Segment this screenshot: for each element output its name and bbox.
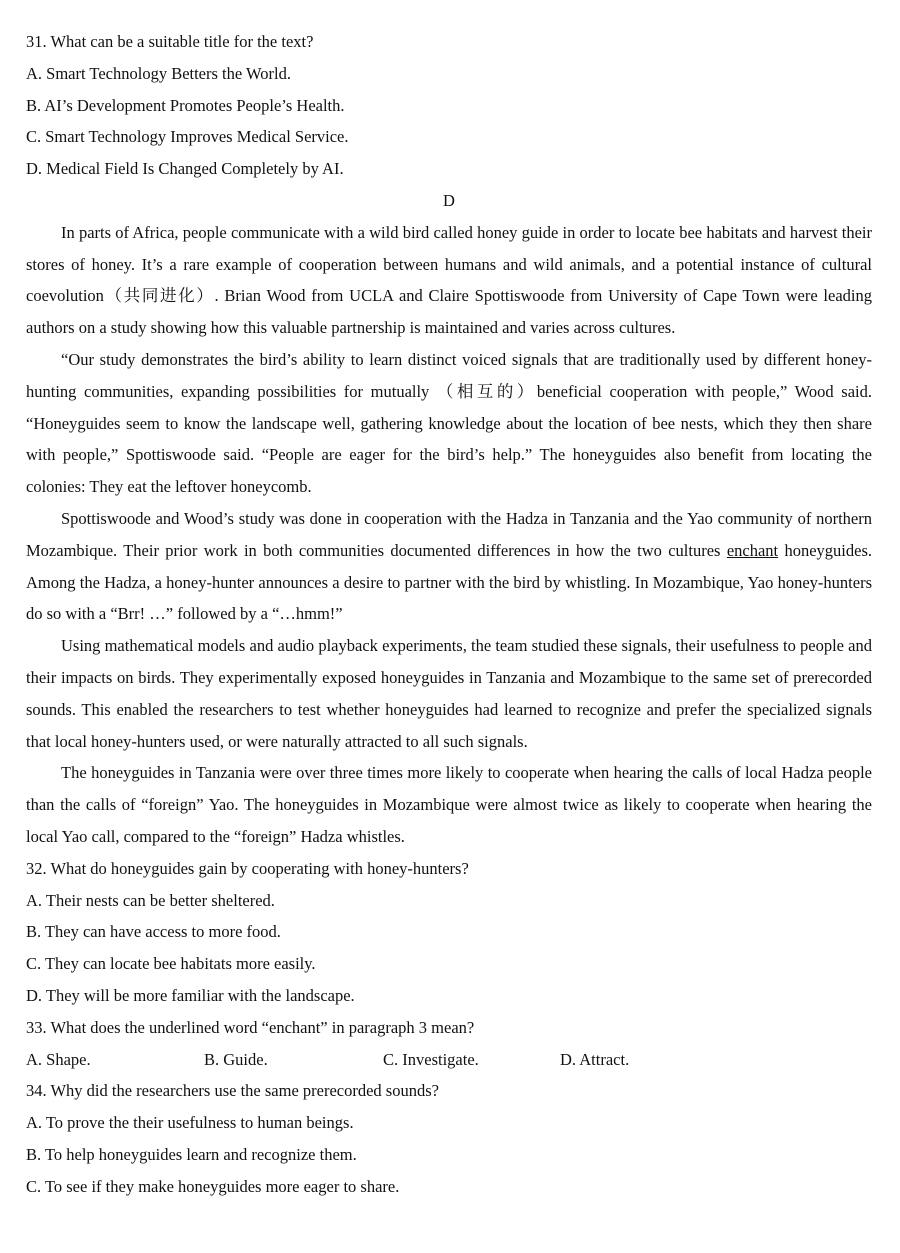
q33-option-c: C. Investigate. — [383, 1049, 479, 1069]
question-32: 32. What do honeyguides gain by cooperating with honey-hunters? — [26, 858, 469, 878]
q31-option-d: D. Medical Field Is Changed Completely by AI. — [26, 159, 344, 179]
question-34: 34. Why did the researchers use the same prerecorded sounds? — [26, 1081, 439, 1101]
question-33: 33. What does the underlined word “enchant” in paragraph 3 mean? — [26, 1017, 475, 1037]
q33-option-b: B. Guide. — [204, 1049, 268, 1069]
q34-option-a: A. To prove the their usefulness to human beings. — [26, 1113, 354, 1133]
q32-option-d: D. They will be more familiar with the landscape. — [26, 985, 355, 1005]
passage-paragraph-4: Using mathematical models and audio playback experiments, the team studied these signals, their usefulness to people and their impacts on birds. They experimentally exposed honeyguides in Tanzania and Mozambique to the same set of prerecorded sounds. This enabled the researchers to test whether honeyguides had learned to recognize and prefer the specialized signals that local honey-hunters used, or were naturally attracted to all such signals. — [26, 636, 872, 751]
passage-paragraph-1: In parts of Africa, people communicate with a wild bird called honey guide in order to locate bee habitats and harvest their stores of honey. It’s a rare example of cooperation between humans and wild animals, and a potential instance of cultural coevolution（共同进化）. Brian Wood from UCLA and Claire Spottiswoode from University of Cape Town were leading authors on a study showing how this valuable partnership is maintained and varies across cultures. — [26, 222, 872, 338]
passage-paragraph-5: The honeyguides in Tanzania were over three times more likely to cooperate when hearing the calls of local Hadza people than the calls of “foreign” Yao. The honeyguides in Mozambique were almost twice as likely to cooperate when hearing the local Yao call, compared to the “foreign” Hadza whistles. — [26, 763, 872, 846]
passage-paragraph-3 — [26, 503, 872, 630]
q33-options-row — [26, 1044, 872, 1076]
q31-option-c: C. Smart Technology Improves Medical Service. — [26, 127, 349, 147]
question-31: 31. What can be a suitable title for the text? — [26, 32, 314, 51]
paragraph-3-text-start: Spottiswoode and Wood’s study was done in cooperation with the Hadza in Tanzania and the Yao community of northern Mozambique. Their prior work in both communities documented differences in how the two cultures — [26, 508, 872, 560]
underlined-word: enchant — [726, 540, 779, 560]
section-label: D — [443, 190, 455, 210]
q34-option-c: C. To see if they make honeyguides more eager to share. — [26, 1176, 400, 1196]
q31-option-b: B. AI’s Development Promotes People’s Health. — [26, 95, 345, 115]
q34-option-b: B. To help honeyguides learn and recognize them. — [26, 1144, 357, 1164]
q32-option-a: A. Their nests can be better sheltered. — [26, 890, 275, 910]
q33-option-a: A. Shape. — [26, 1049, 91, 1069]
q33-option-d: D. Attract. — [560, 1049, 630, 1069]
q31-option-a: A. Smart Technology Betters the World. — [26, 63, 291, 83]
q32-option-b: B. They can have access to more food. — [26, 922, 281, 942]
exam-page — [26, 26, 872, 1202]
q32-option-c: C. They can locate bee habitats more easily. — [26, 954, 316, 974]
paragraph-3-text-end: honeyguides. Among the Hadza, a honey-hunter announces a desire to partner with the bird by whistling. In Mozambique, Yao honey-hunters do so with a “Brr! …” followed by a “…hmm!” — [26, 540, 872, 624]
passage-paragraph-2: “Our study demonstrates the bird’s ability to learn distinct voiced signals that are traditionally used by different honey-hunting communities, expanding possibilities for mutually （相互的）beneficial cooperation with people,” Wood said. “Honeyguides seem to know the landscape well, gathering knowledge about the location of bee nests, which they then share with people,” Spottiswoode said. “People are eager for the bird’s help.” The honeyguides also benefit from locating the colonies: They eat the leftover honeycomb. — [26, 349, 872, 497]
